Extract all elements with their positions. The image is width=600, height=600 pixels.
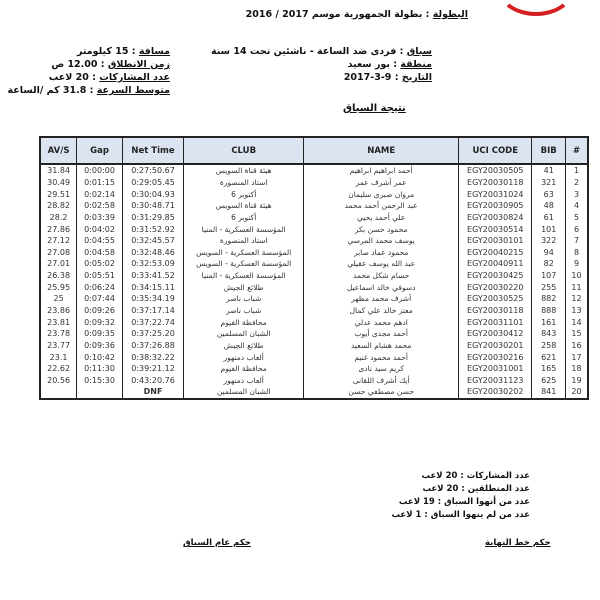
rank-cell: 1 [566,164,588,177]
summary-participants: عدد المشاركات : 20 لاعب [421,471,530,481]
avs-cell: 23.78 [40,328,77,340]
summary-finishers: عدد من أنهوا السباق : 19 لاعب [398,497,530,507]
name-cell: معتز خالد علي كمال [304,305,459,317]
table-row [40,293,588,305]
gap-cell: 0:04:02 [77,223,123,235]
gap-cell: 0:01:15 [77,177,123,189]
club-cell: شباب ناصر [184,293,304,305]
rank-cell: 11 [566,281,588,293]
name-cell: أشرف محمد مظهر [304,293,459,305]
rank-cell: 9 [566,258,588,270]
club-cell: استاد المنصورة [184,177,304,189]
net-time-cell: 0:32:45.57 [122,235,183,247]
col-header-net-time: Net Time [122,137,183,164]
avs-cell: 30.49 [40,177,77,189]
uci-code-cell: EGY20030118 [459,305,532,317]
club-cell: استاد المنصورة [184,235,304,247]
net-time-cell: 0:31:52.92 [122,223,183,235]
region-label: منطقة [400,59,432,70]
club-cell: أكتوبر 6 [184,212,304,224]
avs-cell: 28.82 [40,200,77,212]
table-row [40,281,588,293]
bib-cell: 322 [532,235,566,247]
avs-cell: 31.84 [40,164,77,177]
region-row: منطقة : بور سعيد [347,59,432,70]
rank-cell: 16 [566,340,588,352]
table-row [40,223,588,235]
club-cell: المؤسسة العسكرية - السويس [184,258,304,270]
bib-cell: 165 [532,363,566,375]
gap-cell: 0:02:58 [77,200,123,212]
avs-cell: 23.77 [40,340,77,352]
result-title: نتيجة السباق [343,103,406,114]
gap-cell: 0:06:24 [77,281,123,293]
avs-cell: 22.62 [40,363,77,375]
name-cell: عمر أشرف عمر [304,177,459,189]
date-value: 9-3-2017 [343,72,392,83]
avs-cell: 27.08 [40,246,77,258]
avg-speed-value: 31.8 كم /الساعة [7,85,87,96]
avs-cell: 29.51 [40,188,77,200]
gap-cell [77,386,123,399]
table-row [40,246,588,258]
avs-cell: 28.2 [40,212,77,224]
avs-cell: 27.86 [40,223,77,235]
club-cell: الشبان المسلمين [184,386,304,399]
gap-cell: 0:09:36 [77,340,123,352]
net-time-cell: 0:35:34.19 [122,293,183,305]
net-time-cell: 0:29:05.45 [122,177,183,189]
gap-cell: 0:09:35 [77,328,123,340]
table-row [40,200,588,212]
club-cell: محافظة الفيوم [184,363,304,375]
col-header-gap: Gap [77,137,123,164]
club-cell: ألعاب دمنهور [184,351,304,363]
participants-label: عدد المشاركات [99,72,170,83]
rank-cell: 8 [566,246,588,258]
table-row [40,305,588,317]
gap-cell: 0:09:32 [77,316,123,328]
net-time-cell: 0:34:15.11 [122,281,183,293]
bib-cell: 61 [532,212,566,224]
results-table [39,136,589,400]
uci-code-cell: EGY20030514 [459,223,532,235]
net-time-cell: 0:33:41.52 [122,270,183,282]
table-row [40,258,588,270]
name-cell: عبد الله يوسف عقيلي [304,258,459,270]
club-cell: محافظة الفيوم [184,316,304,328]
avs-cell: 25.95 [40,281,77,293]
net-time-cell: 0:27:50.67 [122,164,183,177]
bib-cell: 258 [532,340,566,352]
net-time-cell: 0:30:48.71 [122,200,183,212]
net-time-cell: DNF [122,386,183,399]
col-header-club: CLUB [184,137,304,164]
distance-value: 15 كيلومتر [77,46,129,57]
net-time-cell: 0:31:29.85 [122,212,183,224]
table-row [40,328,588,340]
rank-cell: 14 [566,316,588,328]
avs-cell: 26.38 [40,270,77,282]
net-time-cell: 0:37:17.14 [122,305,183,317]
championship-heading: البطولة : بطولة الجمهورية موسم 2016 / 2017 [245,9,468,20]
race-label: سباق [406,46,432,57]
bib-cell: 41 [532,164,566,177]
rank-cell: 13 [566,305,588,317]
rank-cell: 12 [566,293,588,305]
name-cell: دسوقي خالد اسماعيل [304,281,459,293]
net-time-cell: 0:30:04.93 [122,188,183,200]
uci-code-cell: EGY20030118 [459,177,532,189]
bib-cell: 82 [532,258,566,270]
date-label: التاريخ [401,72,432,83]
bib-cell: 48 [532,200,566,212]
race-row: سباق : فردى ضد الساعة - ناشئين تحت 14 سنة [211,46,432,57]
championship-label: البطولة [432,9,468,20]
gap-cell: 0:05:51 [77,270,123,282]
col-header-uci-code: UCI CODE [459,137,532,164]
rank-cell: 19 [566,375,588,387]
uci-code-cell: EGY20031001 [459,363,532,375]
club-cell: المؤسسة العسكرية - المنيا [184,270,304,282]
championship-value: بطولة الجمهورية [343,9,423,20]
net-time-cell: 0:38:32.22 [122,351,183,363]
participants-row: عدد المشاركات : 20 لاعب [48,72,170,83]
avg-speed-label: متوسط السرعة [96,85,170,96]
summary-starters: عدد المنطلقين : 20 لاعب [422,484,530,494]
name-cell: محمود حسن بكر [304,223,459,235]
table-row [40,177,588,189]
gap-cell: 0:04:55 [77,235,123,247]
table-row [40,375,588,387]
name-cell: أحمد مجدى أيوب [304,328,459,340]
net-time-cell: 0:37:26.88 [122,340,183,352]
summary-dnf: عدد من لم ينهوا السباق : 1 لاعب [391,510,530,520]
results-body [40,164,588,399]
net-time-cell: 0:43:20.76 [122,375,183,387]
rank-cell: 2 [566,177,588,189]
avs-cell: 25 [40,293,77,305]
rank-cell: 6 [566,223,588,235]
race-info-right [211,45,432,84]
summary-block [391,470,530,522]
name-cell: أحمد ابراهيم ابراهيم [304,164,459,177]
avs-cell: 23.81 [40,316,77,328]
name-cell: ادهم محمد عدلي [304,316,459,328]
table-header-row [40,137,588,164]
name-cell: علي أحمد يحيي [304,212,459,224]
uci-code-cell: EGY20040215 [459,246,532,258]
club-cell: الشبان المسلمين [184,328,304,340]
uci-code-cell: EGY20030905 [459,200,532,212]
uci-code-cell: EGY20030216 [459,351,532,363]
name-cell: حسام شكل محمد [304,270,459,282]
avs-cell: 27.12 [40,235,77,247]
gap-cell: 0:09:26 [77,305,123,317]
bib-cell: 63 [532,188,566,200]
season-value: 2016 / 2017 [245,9,309,20]
season-label: موسم [311,9,341,20]
gap-cell: 0:07:44 [77,293,123,305]
rank-cell: 18 [566,363,588,375]
start-time-label: زمن الانطلاق [107,59,170,70]
name-cell: يوسف محمد المرسي [304,235,459,247]
avs-cell: 23.86 [40,305,77,317]
col-header-avs: AV/S [40,137,77,164]
race-judge-signature: حكم عام السباق [183,538,251,548]
name-cell: مروان صبرى سليمان [304,188,459,200]
gap-cell: 0:00:00 [77,164,123,177]
net-time-cell: 0:32:48.46 [122,246,183,258]
net-time-cell: 0:37:25.20 [122,328,183,340]
bib-cell: 107 [532,270,566,282]
distance-row: مسافة : 15 كيلومتر [77,46,170,57]
bib-cell: 625 [532,375,566,387]
table-row [40,270,588,282]
rank-cell: 4 [566,200,588,212]
uci-code-cell: EGY20030101 [459,235,532,247]
name-cell: عبد الرحمن أحمد محمد [304,200,459,212]
gap-cell: 0:02:14 [77,188,123,200]
avs-cell: 27.01 [40,258,77,270]
uci-code-cell: EGY20030525 [459,293,532,305]
gap-cell: 0:15:30 [77,375,123,387]
table-row [40,340,588,352]
club-cell: هيئة قناة السويس [184,164,304,177]
bib-cell: 255 [532,281,566,293]
avs-cell [40,386,77,399]
table-row [40,363,588,375]
date-row: التاريخ : 9-3-2017 [343,72,432,83]
net-time-cell: 0:32:53.09 [122,258,183,270]
rank-cell: 5 [566,212,588,224]
gap-cell: 0:04:58 [77,246,123,258]
bib-cell: 621 [532,351,566,363]
gap-cell: 0:05:02 [77,258,123,270]
bib-cell: 843 [532,328,566,340]
uci-code-cell: EGY20030412 [459,328,532,340]
distance-label: مسافة [138,46,170,57]
uci-code-cell: EGY20031123 [459,375,532,387]
col-header-rank: # [566,137,588,164]
uci-code-cell: EGY20031024 [459,188,532,200]
club-cell: ألعاب دمنهور [184,375,304,387]
club-cell: طلائع الجيش [184,340,304,352]
avs-cell: 20.56 [40,375,77,387]
table-row [40,164,588,177]
col-header-name: NAME [304,137,459,164]
uci-code-cell: EGY20030201 [459,340,532,352]
rank-cell: 17 [566,351,588,363]
gap-cell: 0:03:39 [77,212,123,224]
rank-cell: 20 [566,386,588,399]
uci-code-cell: EGY20030824 [459,212,532,224]
club-cell: هيئة قناة السويس [184,200,304,212]
bib-cell: 161 [532,316,566,328]
club-cell: أكتوبر 6 [184,188,304,200]
finish-judge-signature: حكم خط النهاية [485,538,551,548]
uci-code-cell: EGY20031101 [459,316,532,328]
uci-code-cell: EGY20030202 [459,386,532,399]
race-value: فردى ضد الساعة - ناشئين تحت 14 سنة [211,46,397,57]
gap-cell: 0:11:30 [77,363,123,375]
name-cell: أحمد محمود غنيم [304,351,459,363]
gap-cell: 0:10:42 [77,351,123,363]
start-time-row: زمن الانطلاق : 12.00 ص [51,59,170,70]
name-cell: محمود عماد صابر [304,246,459,258]
net-time-cell: 0:37:22.74 [122,316,183,328]
bib-cell: 882 [532,293,566,305]
rank-cell: 15 [566,328,588,340]
col-header-bib: BIB [532,137,566,164]
start-time-value: 12.00 ص [51,59,98,70]
name-cell: كريم سيد نادى [304,363,459,375]
club-cell: المؤسسة العسكرية - المنيا [184,223,304,235]
rank-cell: 7 [566,235,588,247]
uci-code-cell: EGY20030505 [459,164,532,177]
uci-code-cell: EGY20040911 [459,258,532,270]
name-cell: حسن مصطفي حسن [304,386,459,399]
club-cell: شباب ناصر [184,305,304,317]
avs-cell: 23.1 [40,351,77,363]
bib-cell: 841 [532,386,566,399]
participants-value: 20 لاعب [48,72,89,83]
net-time-cell: 0:39:21.12 [122,363,183,375]
bib-cell: 101 [532,223,566,235]
rank-cell: 3 [566,188,588,200]
table-row [40,316,588,328]
bib-cell: 321 [532,177,566,189]
uci-code-cell: EGY20030220 [459,281,532,293]
table-row [40,212,588,224]
name-cell: أيك أشرف اللقانى [304,375,459,387]
table-row [40,235,588,247]
table-row [40,386,588,399]
club-cell: المؤسسة العسكرية - السويس [184,246,304,258]
club-cell: طلائع الجيش [184,281,304,293]
bib-cell: 888 [532,305,566,317]
uci-code-cell: EGY20030425 [459,270,532,282]
rank-cell: 10 [566,270,588,282]
table-row [40,351,588,363]
region-value: بور سعيد [347,59,390,70]
race-info-left [8,45,170,97]
federation-logo-arc [497,0,575,16]
name-cell: محمد هشام السعيد [304,340,459,352]
avg-speed-row: متوسط السرعة : 31.8 كم /الساعة [7,85,170,96]
bib-cell: 94 [532,246,566,258]
table-row [40,188,588,200]
